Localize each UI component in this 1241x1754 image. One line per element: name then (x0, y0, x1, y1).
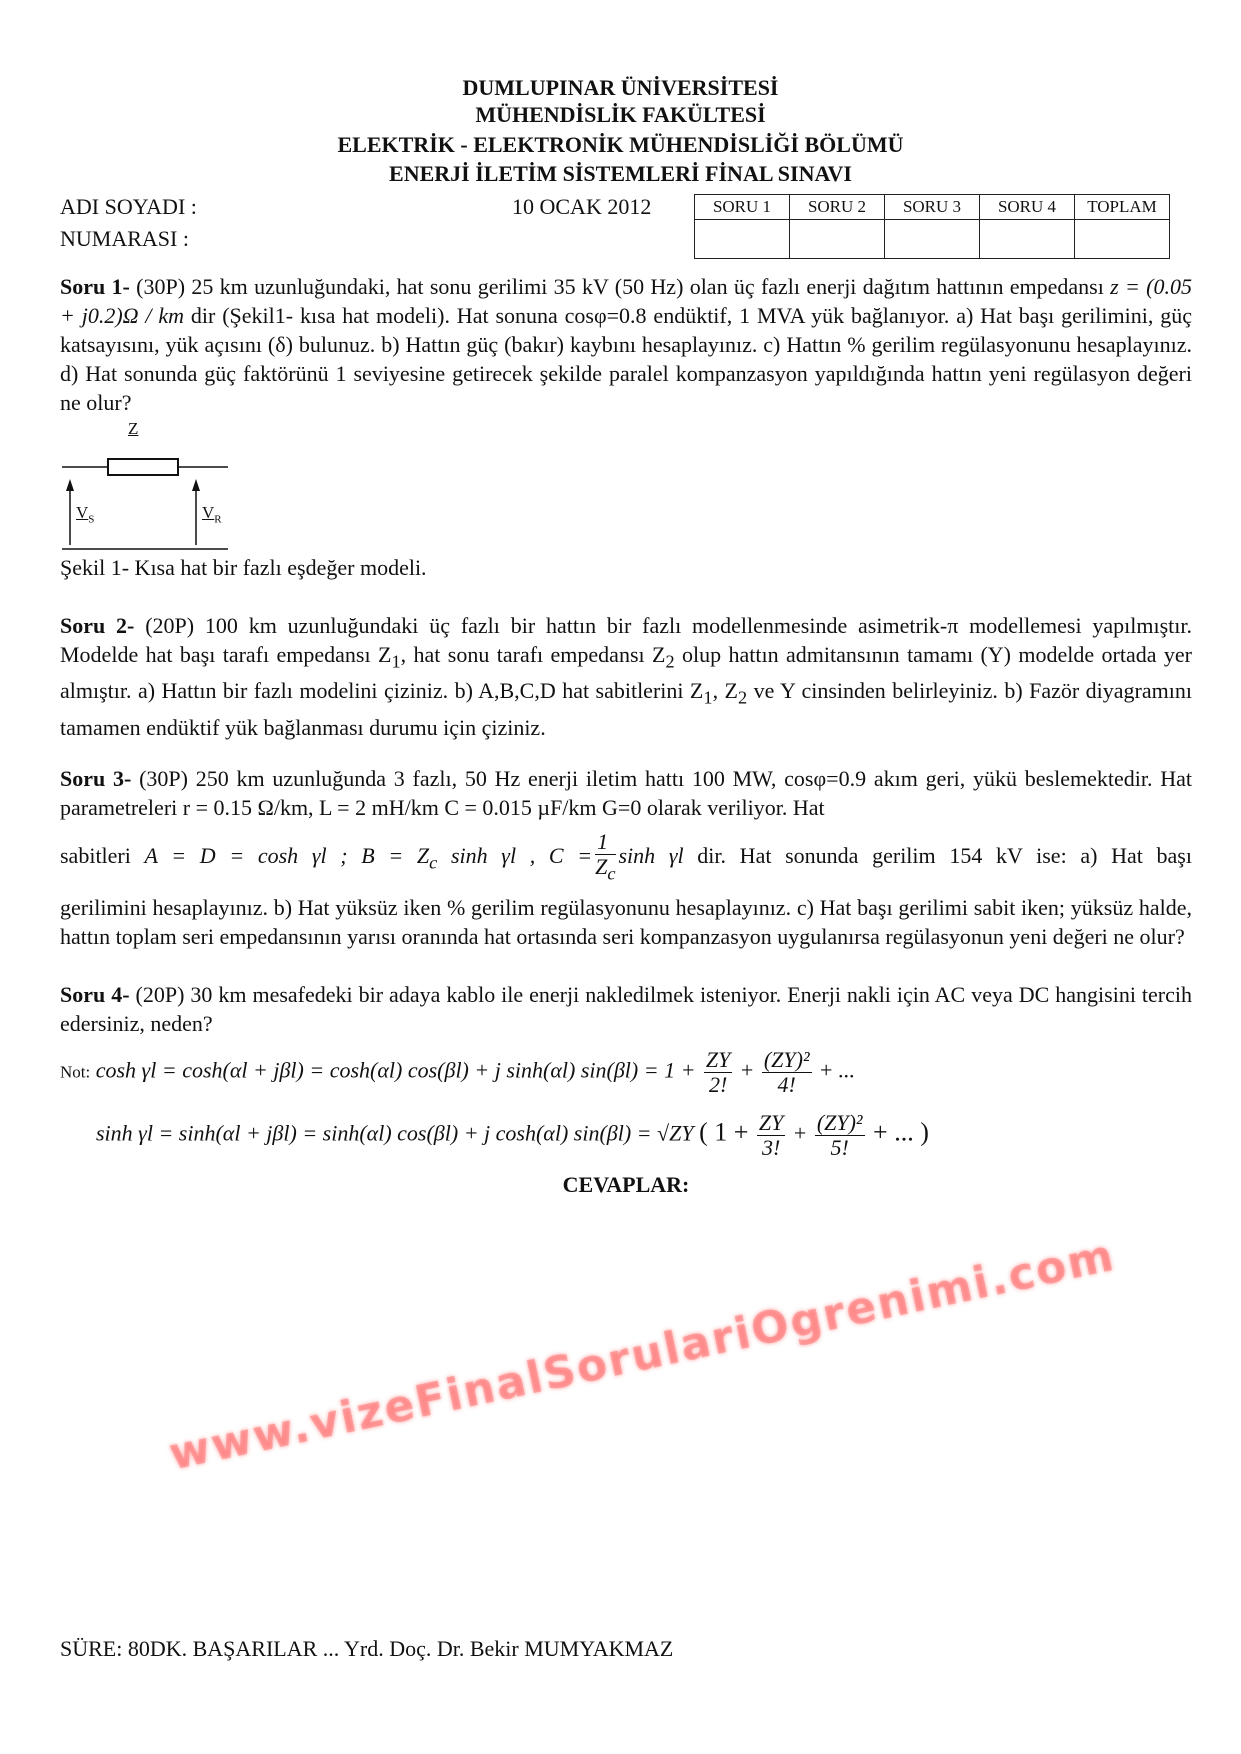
question-2-text: , hat sonu tarafı empedansı Z (400, 642, 666, 667)
answers-heading: CEVAPLAR: (562, 1172, 690, 1198)
figure-1 (60, 419, 240, 553)
denominator: 4! (777, 1072, 796, 1098)
score-cell (980, 220, 1075, 259)
subscript: 1 (703, 687, 713, 708)
numerator: ZY (758, 1110, 784, 1136)
fraction (595, 830, 615, 885)
score-cell (885, 220, 980, 259)
vr-label (202, 503, 222, 529)
score-col-total: TOPLAM (1075, 195, 1170, 220)
question-3-label: Soru 3- (60, 765, 132, 791)
denominator (595, 855, 615, 885)
note-sinh-formula (96, 1111, 1192, 1160)
vs-symbol: V (76, 503, 89, 522)
question-3-text: (30P) 250 km uzunluğunda 3 fazlı, 50 Hz enerji iletim hattı 100 MW, cosφ=0.9 akım geri, yükü beslemektedir. Hat parametreleri r = 0.15 Ω/km, L = 2 mH/km C = 0.015 µF/km G=0 olarak veriliyor. Hat (60, 765, 1192, 820)
subscript: 2 (665, 651, 675, 672)
note-label: Not: (60, 1062, 91, 1082)
question-1-text: dir (Şekil1- kısa hat modeli). Hat sonuna cosφ=0.8 endüktif, 1 MVA yük bağlanıyor. a) Hat başı gerilimini, güç katsayısını, yük açısını (δ) bulunuz. b) Hattın güç (bakır) kaybını hesaplayınız. c) Hattın % gerilim regülasyonunu hesaplayınız. d) Hat sonunda güç faktörünü 1 seviyesine getirecek şekilde paralel kompanzasyon yapıldığında hattın yeni regülasyon değeri ne olur? (60, 303, 1192, 415)
numerator: 1 (595, 830, 615, 855)
question-4-text: (20P) 30 km mesafedeki bir adaya kablo ile enerji nakledilmek isteniyor. Enerji nakli için AC veya DC hangisini tercih edersiniz, neden? (60, 982, 1192, 1037)
question-2-text: (20P) 100 km uzunluğundaki üç fazlı bir hattın bir fazlı modellenmesinde asimetrik-π modellemesi yapılmıştır. Modelde hat başı tarafı empedansı Z (60, 613, 1193, 667)
question-3-continued: gerilimini hesaplayınız. b) Hat yüksüz iken % gerilim regülasyonunu hesaplayınız. c) Hat başı gerilimi sabit iken; yüksüz halde, hattın toplam seri empedansının yarısı oranında hat ortasında seri kompanzasyon uygulanırsa regülasyonun yeni değeri ne olur? (60, 895, 1192, 950)
question-3-formula-line (60, 830, 1192, 885)
question-1 (60, 272, 1192, 417)
question-1-text: (30P) 25 km uzunluğundaki, hat sonu gerilimi 35 kV (50 Hz) olan üç fazlı enerji dağıtım hattının empedansı (129, 274, 1111, 299)
name-label: ADI SOYADI : (60, 194, 197, 219)
question-2 (60, 611, 1192, 742)
numerator: ZY (705, 1047, 731, 1073)
series-tail: + ... ) (873, 1117, 929, 1147)
formula-b-text: B = Z (361, 842, 430, 868)
footer-text: SÜRE: 80DK. BAŞARILAR ... Yrd. Doç. Dr. Bekir MUMYAKMAZ (60, 1636, 674, 1661)
question-2-text: ve Y cinsinden belirleyiniz. b) Fazör diyagramını tamamen endüktif yük bağlanması durumu için çiziniz. (60, 678, 1192, 740)
series-open: ( 1 + (699, 1117, 749, 1147)
denominator-text: Z (595, 853, 608, 879)
denominator: 2! (709, 1072, 728, 1098)
number-label: NUMARASI : (60, 226, 189, 251)
subscript: c (607, 863, 616, 884)
impedance-formula: z = (0.05 + j0.2)Ω / km (60, 274, 1193, 328)
vs-label (76, 503, 94, 529)
vs-subscript: S (88, 513, 95, 526)
denominator: 5! (830, 1135, 849, 1161)
vr-symbol: V (202, 503, 215, 522)
question-2-text: olup hattın admitansının tamamı (Y) modelde ortada yer almıştır. a) Hattın bir fazlı modelini çiziniz. b) A,B,C,D hat sabitlerini Z (60, 642, 1192, 704)
score-col-soru2: SORU 2 (790, 195, 885, 220)
question-3 (60, 764, 1192, 822)
department-title: ELEKTRİK - ELEKTRONİK MÜHENDİSLİĞİ BÖLÜMÜ (337, 132, 904, 157)
figure-1-caption: Şekil 1- Kısa hat bir fazlı eşdeğer modeli. (60, 555, 427, 580)
plus-sign: + (740, 1057, 754, 1083)
score-cell (695, 220, 790, 259)
score-col-soru1: SORU 1 (695, 195, 790, 220)
formula-a-d: A = D = cosh γl ; (144, 842, 348, 868)
denominator: 3! (761, 1135, 781, 1161)
sinh-expression: sinh γl = sinh(αl + jβl) = sinh(αl) cos(βl) + j cosh(αl) sin(βl) = √ZY (96, 1120, 694, 1146)
question-2-text: , Z (712, 678, 738, 704)
score-col-soru3: SORU 3 (885, 195, 980, 220)
cosh-expression: cosh γl = cosh(αl + jβl) = cosh(αl) cos(βl) + j sinh(αl) sin(βl) = 1 + (95, 1057, 696, 1083)
exam-title: ENERJİ İLETİM SİSTEMLERİ FİNAL SINAVI (389, 161, 852, 186)
note-cosh-formula (60, 1048, 1192, 1097)
vr-subscript: R (214, 513, 222, 526)
impedance-label: Z (128, 419, 139, 438)
formula-b (361, 842, 536, 872)
formula-c-text: sinh γl (618, 842, 684, 868)
question-1-label: Soru 1- (60, 274, 130, 299)
score-table (694, 194, 1170, 259)
watermark: www.vizeFinalSorulariOgrenimi.com (164, 1229, 1120, 1481)
plus-sign: + (793, 1120, 807, 1146)
short-line-circuit-diagram (60, 439, 240, 554)
university-title: DUMLUPINAR ÜNİVERSİTESİ (462, 75, 779, 100)
series-tail: + ... (820, 1057, 855, 1083)
score-cell (1075, 220, 1170, 259)
question-3-text: dir. Hat sonunda gerilim 154 kV ise: a) Hat başı (683, 842, 1192, 868)
faculty-title: MÜHENDİSLİK FAKÜLTESİ (475, 102, 766, 127)
exam-date: 10 OCAK 2012 (512, 194, 652, 219)
question-2-label: Soru 2- (60, 613, 135, 638)
subscript: c (429, 851, 438, 872)
subscript: 2 (737, 687, 748, 708)
numerator: (ZY)² (763, 1047, 810, 1073)
question-3-text: sabitleri (60, 842, 131, 868)
score-cell (790, 220, 885, 259)
numerator: (ZY)² (816, 1110, 863, 1136)
subscript: 1 (391, 651, 401, 672)
question-4-label: Soru 4- (60, 982, 130, 1008)
formula-b-text: sinh γl , (437, 842, 536, 868)
formula-c-text: C = (548, 842, 593, 868)
exam-body (60, 272, 1192, 1199)
score-col-soru4: SORU 4 (980, 195, 1075, 220)
question-4 (60, 980, 1192, 1038)
formula-c (548, 828, 684, 884)
